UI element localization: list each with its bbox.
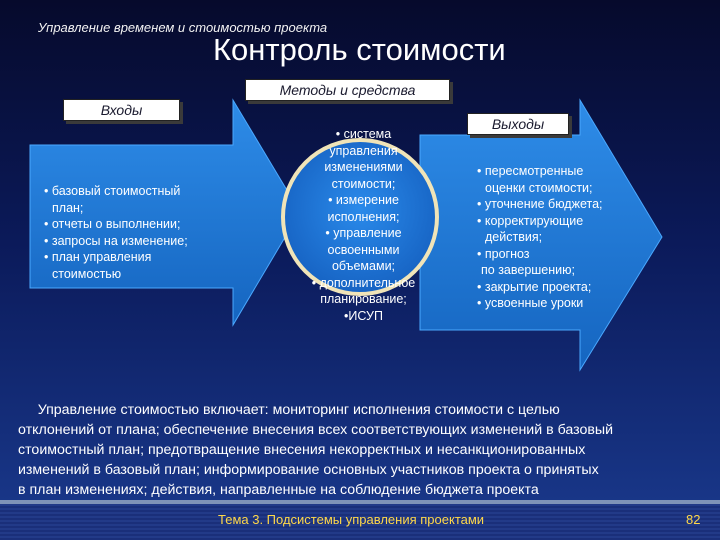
methods-list-item: стоимости;	[331, 176, 396, 191]
methods-list-item: • измерение	[328, 193, 399, 207]
outputs-list-item: • пересмотренные	[477, 164, 584, 178]
summary-line: в план изменениях; действия, направленные на соблюдение бюджета проекта	[18, 482, 539, 498]
page-number: 82	[686, 512, 701, 527]
inputs-list-item: план;	[52, 200, 84, 215]
methods-label: Методы и средства	[245, 79, 450, 101]
summary-line: отклонений от плана; обеспечение внесения всех соответствующих изменений в базовый	[18, 422, 614, 438]
summary-line: стоимостный план; предотвращение внесения некорректных и несанкционированных	[18, 442, 586, 458]
methods-list-item: • управление	[325, 226, 402, 240]
slide-title: Контроль стоимости	[213, 32, 506, 67]
topic-header: Управление временем и стоимостью проекта	[38, 20, 328, 35]
methods-list-item: исполнения;	[327, 209, 400, 224]
outputs-list-item: по завершению;	[481, 263, 575, 277]
outputs-list-item: • закрытие проекта;	[477, 279, 592, 294]
outputs-list-item: • уточнение бюджета;	[477, 197, 603, 211]
methods-list-item: изменениями	[324, 160, 403, 174]
summary-line: изменений в базовый план; информирование основных участников проекта о принятых	[18, 462, 599, 478]
methods-list-item: • система	[335, 127, 392, 141]
methods-list-item: • дополнительное	[311, 275, 416, 290]
methods-list-item: освоенными	[327, 242, 400, 257]
methods-list-item: управления	[329, 143, 398, 158]
inputs-label: Входы	[63, 99, 180, 121]
outputs-list-item: оценки стоимости;	[485, 180, 593, 195]
outputs-list-item: действия;	[485, 230, 543, 244]
outputs-list-item: • прогноз	[477, 246, 530, 261]
outputs-list	[477, 163, 603, 312]
inputs-list-item: • запросы на изменение;	[44, 233, 188, 248]
outputs-list-item: • усвоенные уроки	[477, 296, 584, 310]
outputs-list-item: • корректирующие	[477, 213, 584, 228]
inputs-list-item: • отчеты о выполнении;	[44, 217, 181, 231]
methods-list-item: планирование;	[320, 292, 407, 306]
summary-line: Управление стоимостью включает: мониторинг исполнения стоимости с целью	[18, 402, 560, 418]
inputs-list	[44, 183, 188, 282]
footer-topic: Тема 3. Подсистемы управления проектами	[218, 512, 485, 527]
outputs-label: Выходы	[467, 113, 569, 135]
inputs-list-item: • план управления	[44, 250, 152, 264]
inputs-list-item: стоимостью	[52, 266, 122, 281]
methods-list-item: объемами;	[331, 259, 396, 273]
summary-paragraph	[18, 400, 708, 500]
methods-list-item: •ИСУП	[344, 308, 383, 323]
methods-list	[291, 126, 436, 324]
inputs-list-item: • базовый стоимостный	[44, 184, 181, 198]
